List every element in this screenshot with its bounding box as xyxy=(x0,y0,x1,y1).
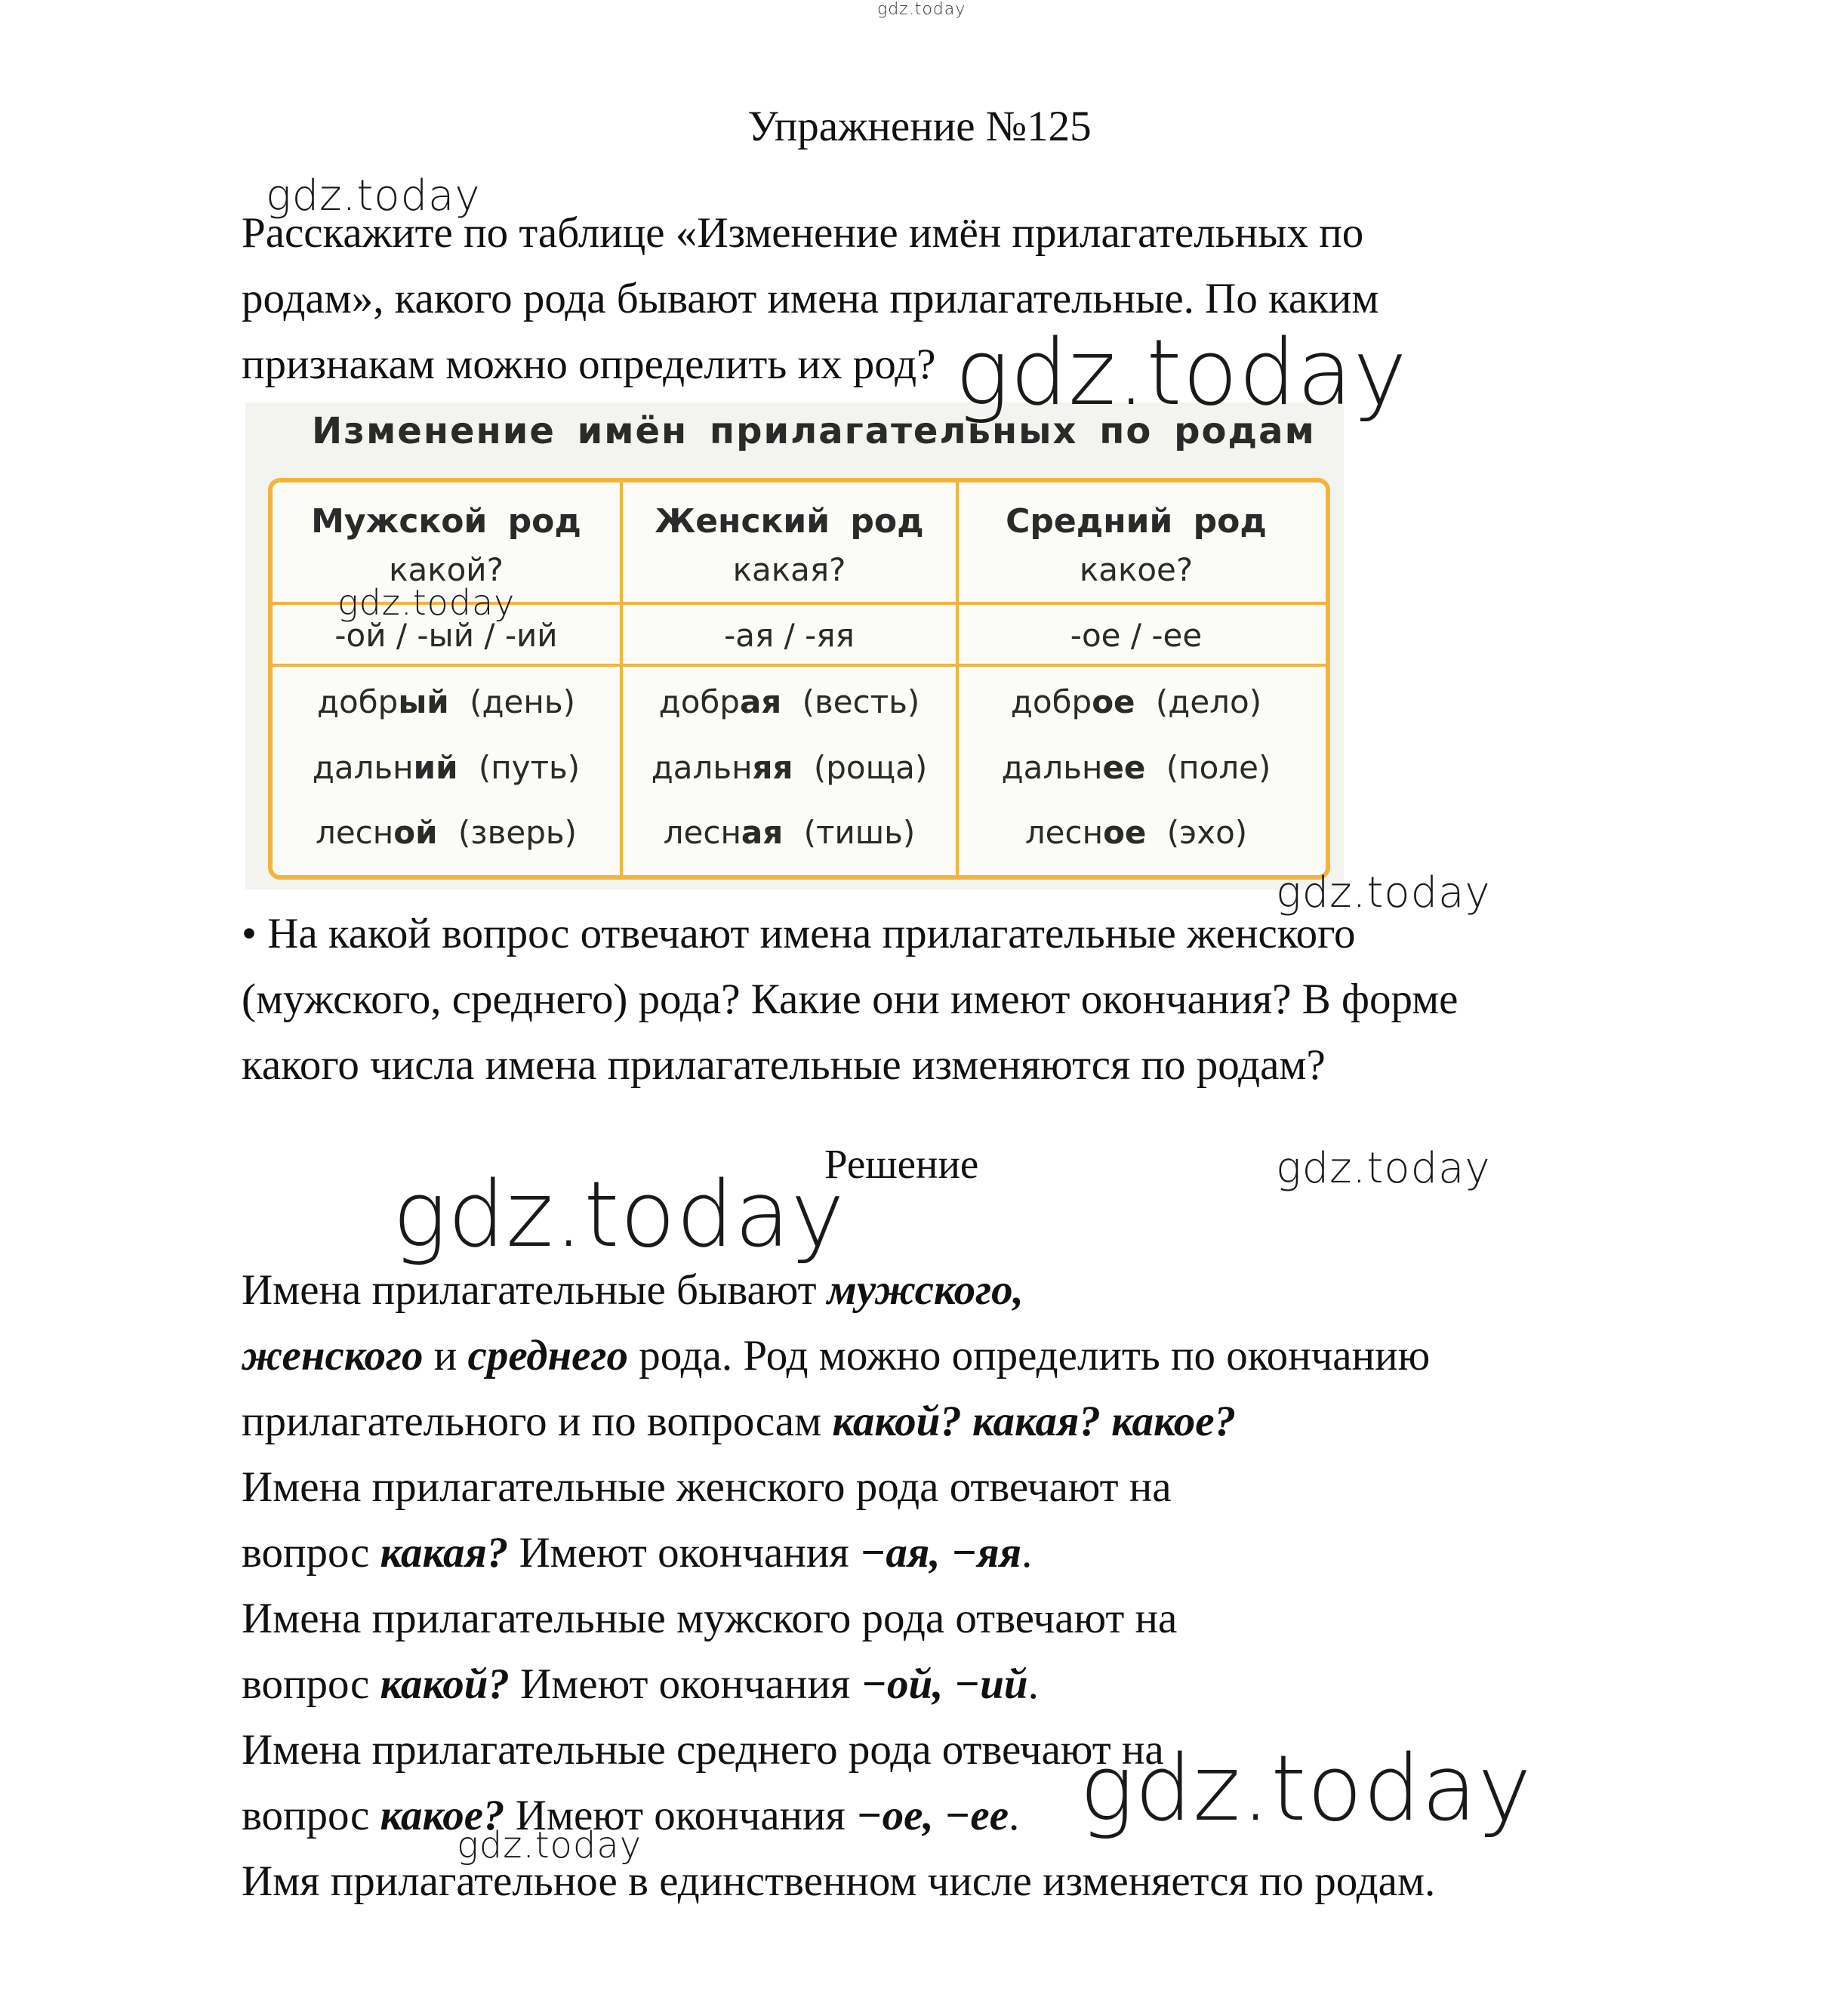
example-row: дальнее (поле) xyxy=(1001,749,1271,786)
example-row: лесной (зверь) xyxy=(315,814,578,851)
question-line: родам», какого рода бывают имена прилагательные. По каким xyxy=(242,275,1379,322)
watermark: gdz.today xyxy=(457,1824,642,1866)
column-header-neuter: Средний род xyxy=(1006,502,1267,541)
question-line: какого числа имена прилагательные изменяются по родам? xyxy=(242,1041,1326,1089)
watermark: gdz.today xyxy=(266,171,481,220)
example-row: дальний (путь) xyxy=(312,749,581,786)
column-question: какой? xyxy=(389,551,504,588)
textbook-table-image xyxy=(245,402,1344,889)
column-divider xyxy=(956,482,959,875)
solution-line: прилагательного и по вопросам какой? какая? какое? xyxy=(242,1398,1237,1445)
question-line: Расскажите по таблице «Изменение имён прилагательных по xyxy=(242,209,1364,257)
table-title: Изменение имён прилагательных по родам xyxy=(312,410,1316,452)
watermark: gdz.today xyxy=(1276,1144,1491,1193)
column-endings: -ое / -ее xyxy=(1070,617,1203,654)
example-row: доброе (дело) xyxy=(1010,683,1262,720)
solution-line: Имена прилагательные бывают мужского, xyxy=(242,1266,1024,1314)
solution-heading: Решение xyxy=(824,1141,979,1187)
example-row: дальняя (роща) xyxy=(651,749,928,786)
watermark: gdz.today xyxy=(393,1163,846,1268)
exercise-question-2 xyxy=(242,901,1458,1098)
column-divider xyxy=(620,482,623,875)
example-row: лесная (тишь) xyxy=(663,814,916,851)
page-title: Упражнение №125 xyxy=(747,103,1092,150)
solution-line: Имена прилагательные женского рода отвечают на xyxy=(242,1463,1172,1511)
solution-line: Имя прилагательное в единственном числе изменяется по родам. xyxy=(242,1857,1436,1905)
solution-line: вопрос какое? Имеют окончания −ое, −ее. xyxy=(242,1792,1020,1839)
table-frame xyxy=(268,478,1330,880)
column-header-feminine: Женский род xyxy=(655,502,924,541)
question-line: (мужского, среднего) рода? Какие они имеют окончания? В форме xyxy=(242,976,1459,1023)
watermark: gdz.today xyxy=(955,321,1408,426)
example-row: лесное (эхо) xyxy=(1024,814,1248,851)
solution-line: вопрос какой? Имеют окончания −ой, −ий. xyxy=(242,1660,1039,1708)
question-line: признакам можно определить их род? xyxy=(242,341,936,388)
column-question: какое? xyxy=(1079,551,1194,588)
column-question: какая? xyxy=(732,551,846,588)
column-endings: -ая / -яя xyxy=(724,617,855,654)
solution-line: женского и среднего рода. Род можно определить по окончанию xyxy=(242,1332,1431,1379)
solution-line: Имена прилагательные мужского рода отвечают на xyxy=(242,1595,1178,1642)
watermark: gdz.today xyxy=(1080,1737,1532,1842)
question-line: • На какой вопрос отвечают имена прилагательные женского xyxy=(242,910,1356,957)
watermark: gdz.today xyxy=(337,582,516,623)
row-divider xyxy=(273,664,1326,667)
example-row: добрая (весть) xyxy=(658,683,920,720)
solution-line: вопрос какая? Имеют окончания −ая, −яя. xyxy=(242,1529,1033,1577)
column-endings: -ой / -ый / -ий xyxy=(334,617,558,654)
column-header-masculine: Мужской род xyxy=(311,502,581,541)
solution-line: Имена прилагательные среднего рода отвечают на xyxy=(242,1726,1164,1774)
example-row: добрый (день) xyxy=(317,683,575,720)
watermark: gdz.today xyxy=(1276,868,1491,917)
watermark: gdz.today xyxy=(877,0,966,19)
